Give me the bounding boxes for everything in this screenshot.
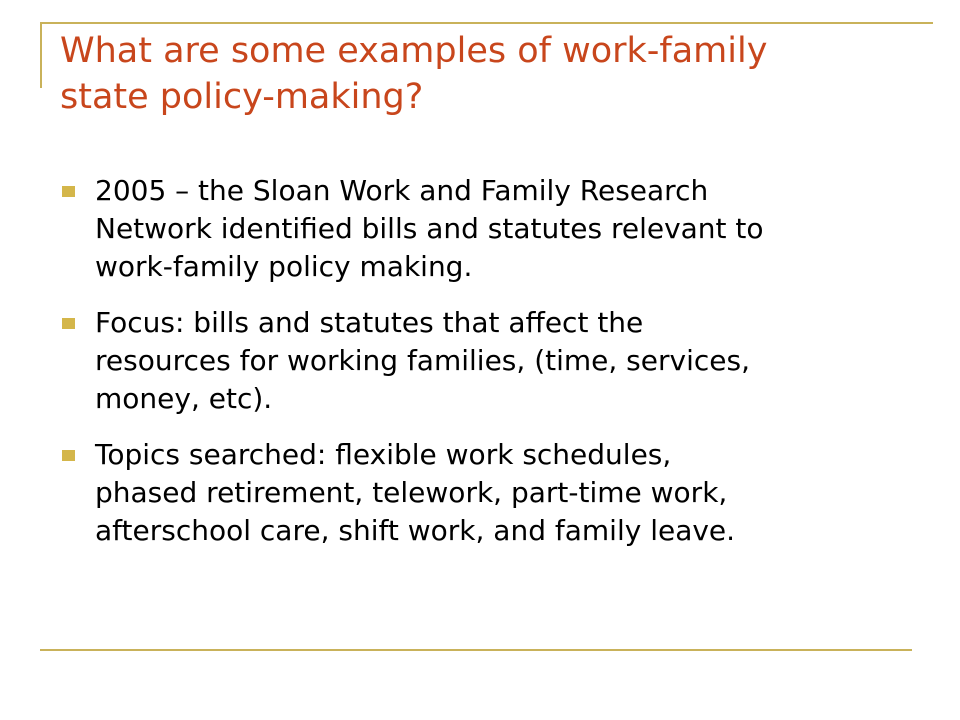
bullet-line: afterschool care, shift work, and family leave. bbox=[95, 514, 736, 547]
square-bullet-icon bbox=[62, 450, 75, 461]
bullet-line: 2005 – the Sloan Work and Family Research bbox=[95, 174, 709, 207]
left-rule bbox=[40, 22, 42, 88]
slide-title bbox=[60, 28, 920, 120]
bullet-item-topics bbox=[60, 436, 920, 550]
square-bullet-icon bbox=[62, 186, 75, 197]
bottom-rule bbox=[40, 649, 912, 651]
bullet-line: Focus: bills and statutes that affect the bbox=[95, 306, 644, 339]
square-bullet-icon bbox=[62, 318, 75, 329]
bullet-line: resources for working families, (time, services, bbox=[95, 344, 750, 377]
slide-title-line-1: What are some examples of work-family bbox=[60, 31, 768, 71]
bullet-line: money, etc). bbox=[95, 382, 273, 415]
bullet-line: phased retirement, telework, part-time work, bbox=[95, 476, 728, 509]
bullet-list bbox=[60, 172, 920, 568]
top-rule bbox=[40, 22, 933, 24]
bullet-item-focus bbox=[60, 304, 920, 418]
bullet-item-sloan-network bbox=[60, 172, 920, 286]
slide-title-line-2: state policy-making? bbox=[60, 77, 424, 117]
bullet-line: Topics searched: flexible work schedules, bbox=[95, 438, 672, 471]
bullet-line: Network identified bills and statutes relevant to bbox=[95, 212, 764, 245]
bullet-line: work-family policy making. bbox=[95, 250, 473, 283]
